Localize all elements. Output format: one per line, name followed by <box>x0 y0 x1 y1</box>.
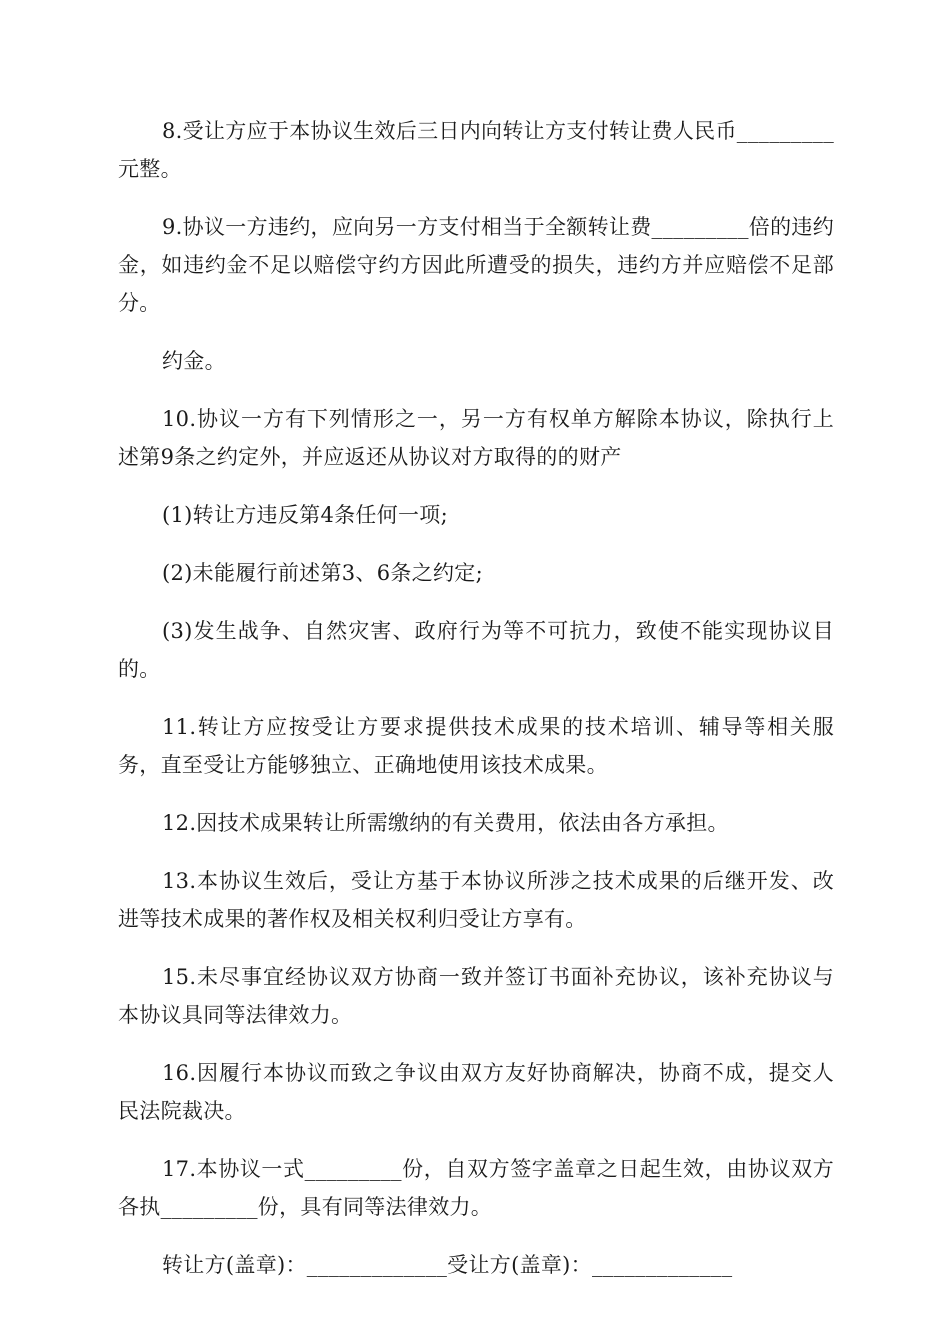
clause-10-item-1: (1)转让方违反第4条任何一项; <box>162 503 448 527</box>
clause-10: 10.协议一方有下列情形之一，另一方有权单方解除本协议，除执行上述第9条之约定外，并应返还从协议对方取得的的财产 <box>118 407 834 469</box>
document-body <box>118 112 834 1304</box>
clause-10-item-2: (2)未能履行前述第3、6条之约定; <box>162 561 483 585</box>
clause-11: 11.转让方应按受让方要求提供技术成果的技术培训、辅导等相关服务，直至受让方能够独立、正确地使用该技术成果。 <box>118 715 834 777</box>
signature-line: 转让方(盖章)：_____________受让方(盖章)：_____________ <box>162 1253 733 1277</box>
clause-16: 16.因履行本协议而致之争议由双方友好协商解决，协商不成，提交人民法院裁决。 <box>118 1061 834 1123</box>
clause-9: 9.协议一方违约，应向另一方支付相当于全额转让费_________倍的违约金，如违约金不足以赔偿守约方因此所遭受的损失，违约方并应赔偿不足部分。 <box>118 215 834 315</box>
fragment-text: 约金。 <box>162 349 226 373</box>
clause-17: 17.本协议一式_________份，自双方签字盖章之日起生效，由协议双方各执_________份，具有同等法律效力。 <box>118 1157 834 1219</box>
clause-15: 15.未尽事宜经协议双方协商一致并签订书面补充协议，该补充协议与本协议具同等法律效力。 <box>118 965 834 1027</box>
clause-10-item-3: (3)发生战争、自然灾害、政府行为等不可抗力，致使不能实现协议目的。 <box>118 619 834 681</box>
clause-13: 13.本协议生效后，受让方基于本协议所涉之技术成果的后继开发、改进等技术成果的著作权及相关权利归受让方享有。 <box>118 869 834 931</box>
clause-8: 8.受让方应于本协议生效后三日内向转让方支付转让费人民币_________元整。 <box>118 119 834 181</box>
clause-12: 12.因技术成果转让所需缴纳的有关费用，依法由各方承担。 <box>162 811 729 835</box>
